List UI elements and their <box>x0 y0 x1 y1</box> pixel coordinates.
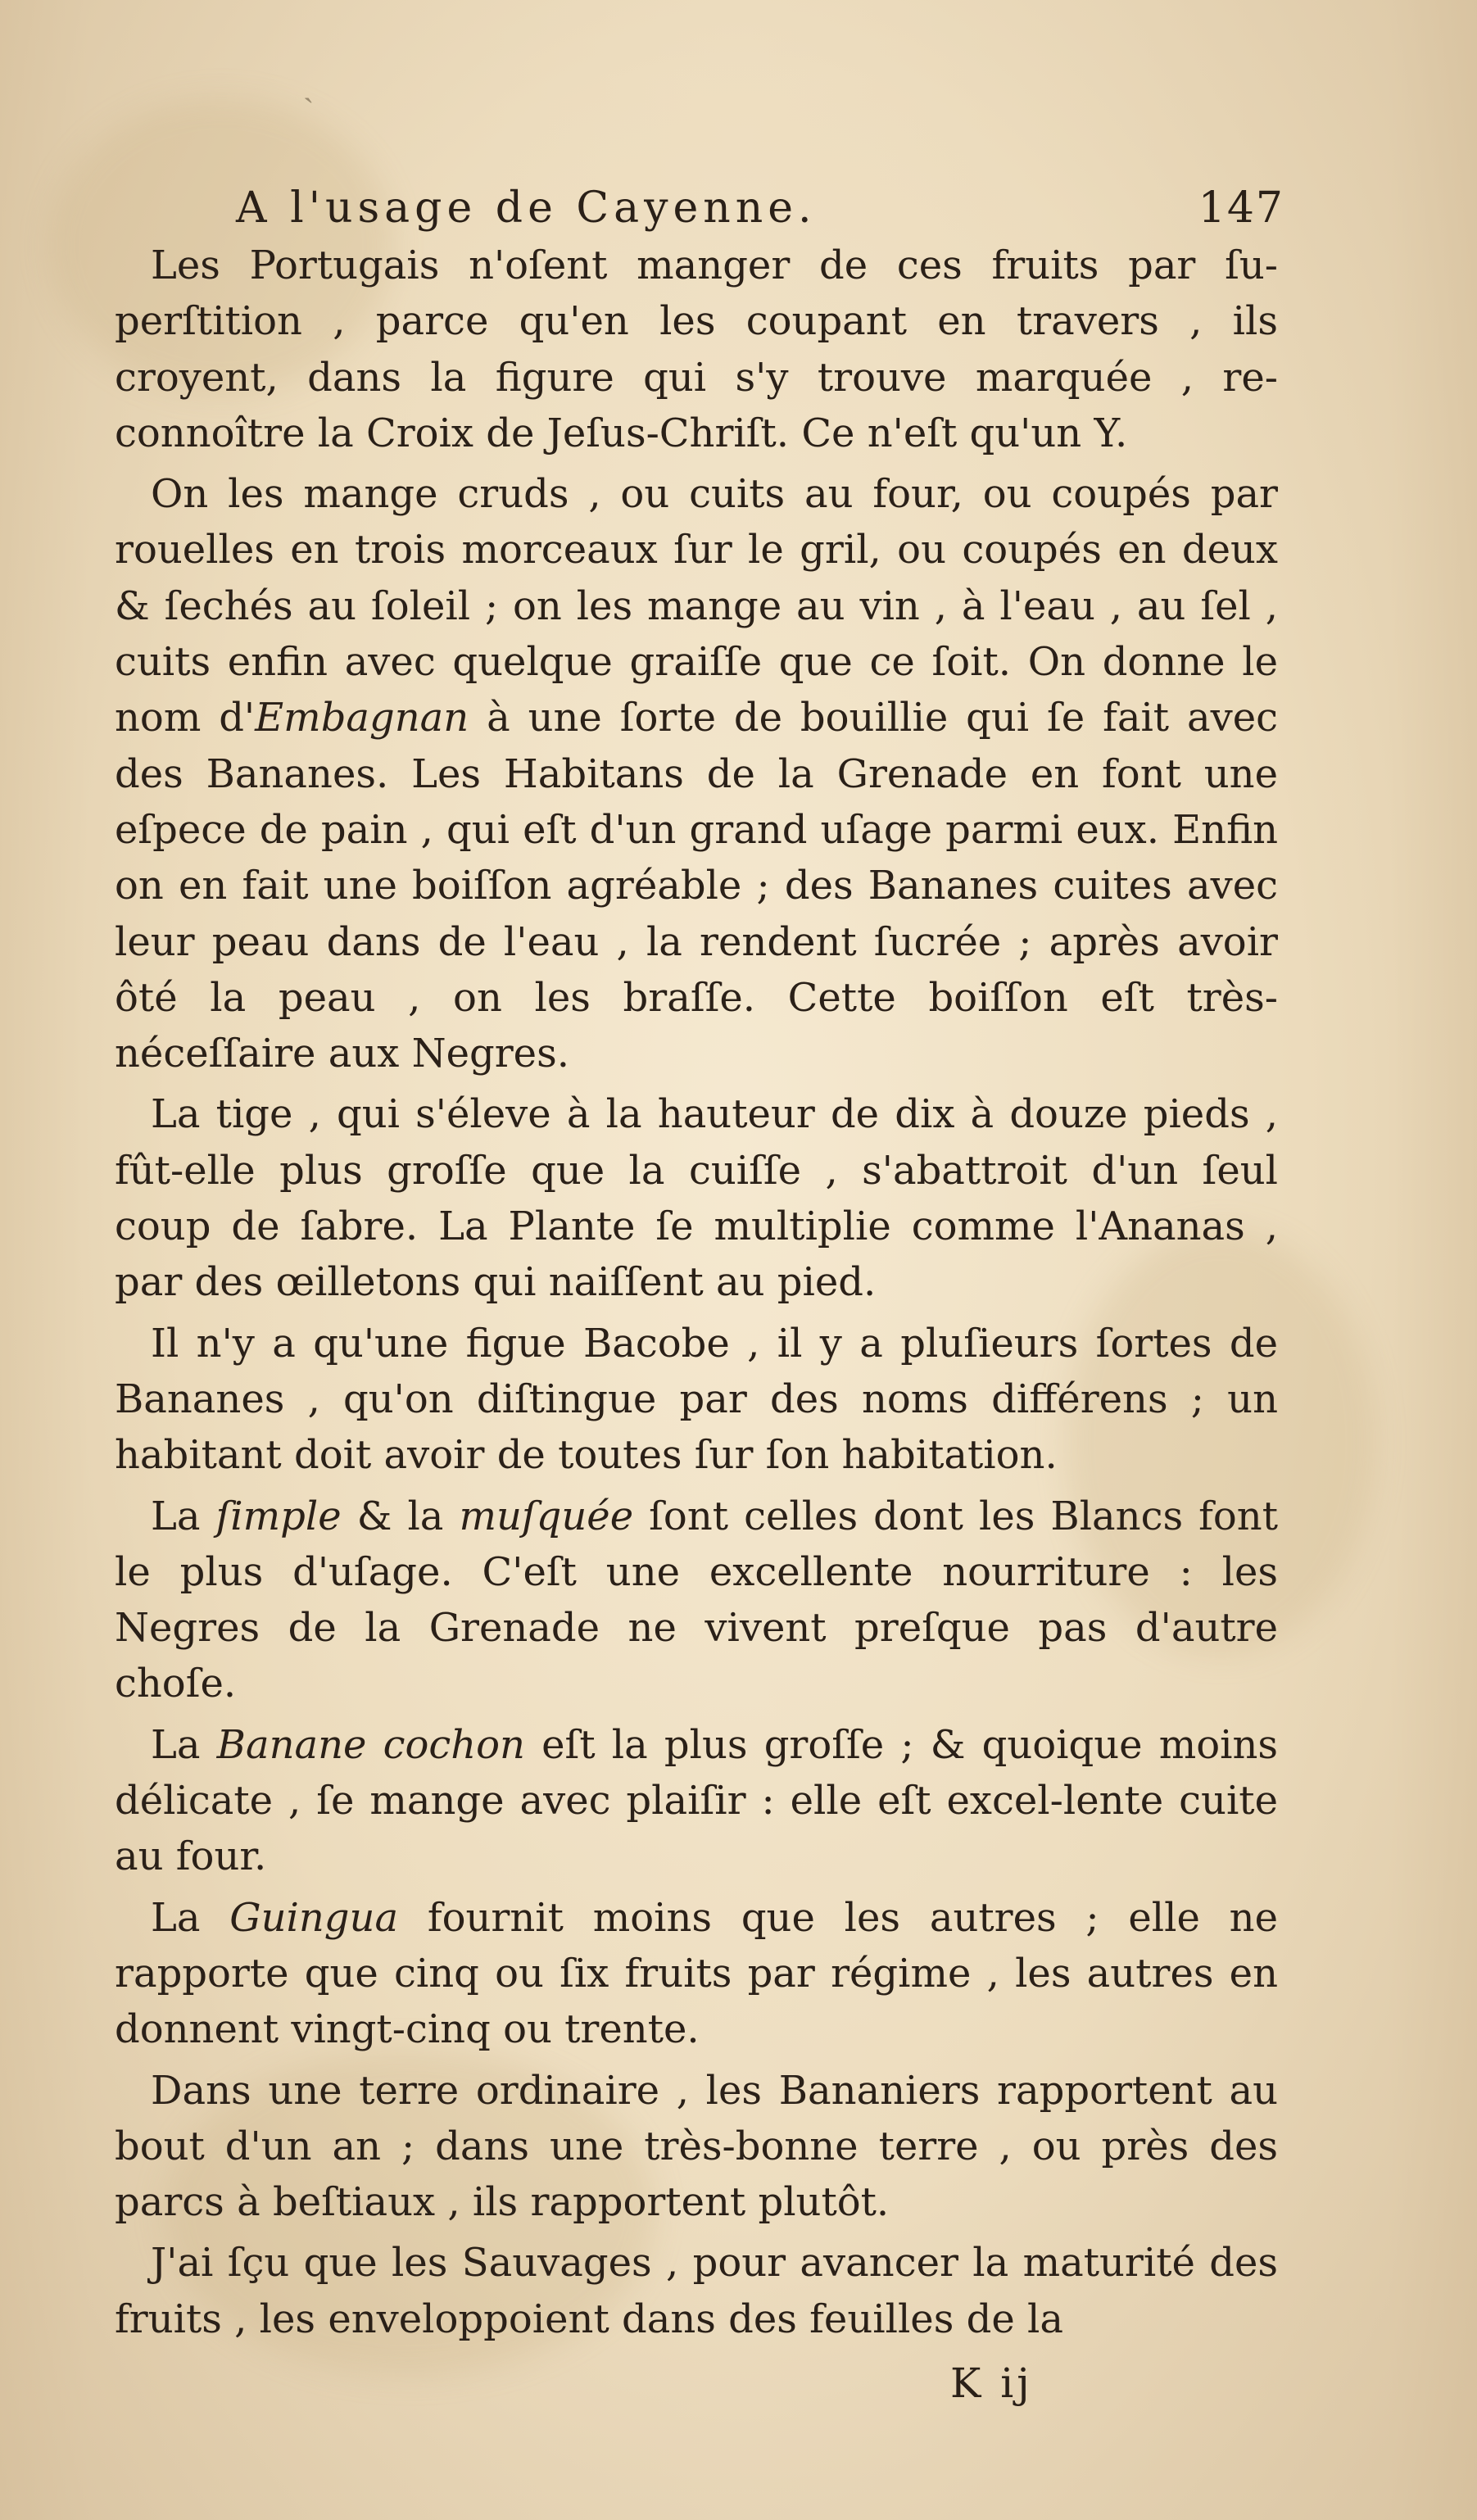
text-run: Il n'y a qu'une figue Bacobe , il y a pluſieurs ſortes de Bananes , qu'on diſtingue par des noms différens ; un habitant doit avoir de toutes ſur ſon habitation. <box>115 1320 1278 1479</box>
paragraph <box>115 1086 1278 1310</box>
text-run: La <box>151 1894 230 1941</box>
page-header <box>220 175 1284 241</box>
paragraph <box>115 238 1278 461</box>
text-run: Dans une terre ordinaire , les Bananiers rapportent au bout d'un an ; dans une très-bonne terre , ou près des parcs à beſtiaux , ils rapportent plutôt. <box>115 2067 1278 2226</box>
paragraph <box>115 1489 1278 1712</box>
text-run: ſont celles dont les Blancs font le plus d'uſage. C'eſt une excellente nourriture : les Negres de la Grenade ne vivent preſque pas d'autre choſe. <box>115 1493 1279 1707</box>
text-run: & la <box>341 1493 460 1539</box>
italic-text: Guingua <box>229 1894 399 1941</box>
paragraph <box>115 1316 1278 1484</box>
italic-text: muſquée <box>459 1493 634 1539</box>
italic-text: Embagnan <box>255 695 469 741</box>
paragraph <box>115 2063 1278 2231</box>
text-run: eſt la plus groſſe ; & quoique moins délicate , ſe mange avec plaiſir : elle eſt excel-lente cuite au four. <box>115 1721 1279 1880</box>
text-run: La <box>151 1721 217 1768</box>
paragraph <box>115 2235 1278 2347</box>
paragraph <box>115 1717 1278 1885</box>
body-text <box>115 238 1278 2352</box>
text-run: à une ſorte de bouillie qui ſe fait avec des Bananes. Les Habitans de la Grenade en font une eſpece de pain , qui eſt d'un grand uſage parmi eux. Enfin on en fait une boiſſon agréable ; des Bananes cuites avec leur peau dans de l'eau , la rendent ſucrée ; après avoir ôté la peau , on les braſſe. Cette boiſſon eſt très-néceſſaire aux Negres. <box>115 695 1279 1077</box>
signature-mark: K ij <box>950 2359 1033 2407</box>
text-run: La <box>151 1493 216 1539</box>
ink-mark: ˏ <box>303 66 315 104</box>
running-head: A l'usage de Cayenne. <box>236 184 817 233</box>
text-run: On les mange cruds , ou cuits au four, ou coupés par rouelles en trois morceaux ſur le gril, ou coupés en deux & ſechés au ſoleil ; on les mange au vin , à l'eau , au ſel , cuits enfin avec quelque graiſſe que ce ſoit. On donne le nom d' <box>115 471 1278 741</box>
paragraph <box>115 466 1278 1081</box>
text-run: J'ai ſçu que les Sauvages , pour avancer la maturité des fruits , les enveloppoient dans des feuilles de la <box>115 2240 1278 2342</box>
text-run: Les Portugais n'oſent manger de ces fruits par ſu-perſtition , parce qu'en les coupant en travers , ils croyent, dans la figure qui s'y trouve marquée , re-connoître la Croix de Jeſus-Chriſt. Ce n'eſt qu'un Y. <box>115 242 1278 456</box>
italic-text: Banane cochon <box>216 1721 525 1768</box>
text-run: La tige , qui s'éleve à la hauteur de dix à douze pieds , fût-elle plus groſſe que la cuiſſe , s'abattroit d'un ſeul coup de ſabre. La Plante ſe multiplie comme l'Ananas , par des œilletons qui naiſſent au pied. <box>115 1091 1278 1306</box>
paragraph <box>115 1890 1278 2058</box>
italic-text: ſimple <box>215 1493 342 1539</box>
text-run: fournit moins que les autres ; elle ne rapporte que cinq ou ſix fruits par régime , les autres en donnent vingt-cinq ou trente. <box>115 1894 1279 2053</box>
page-number: 147 <box>1198 184 1284 233</box>
